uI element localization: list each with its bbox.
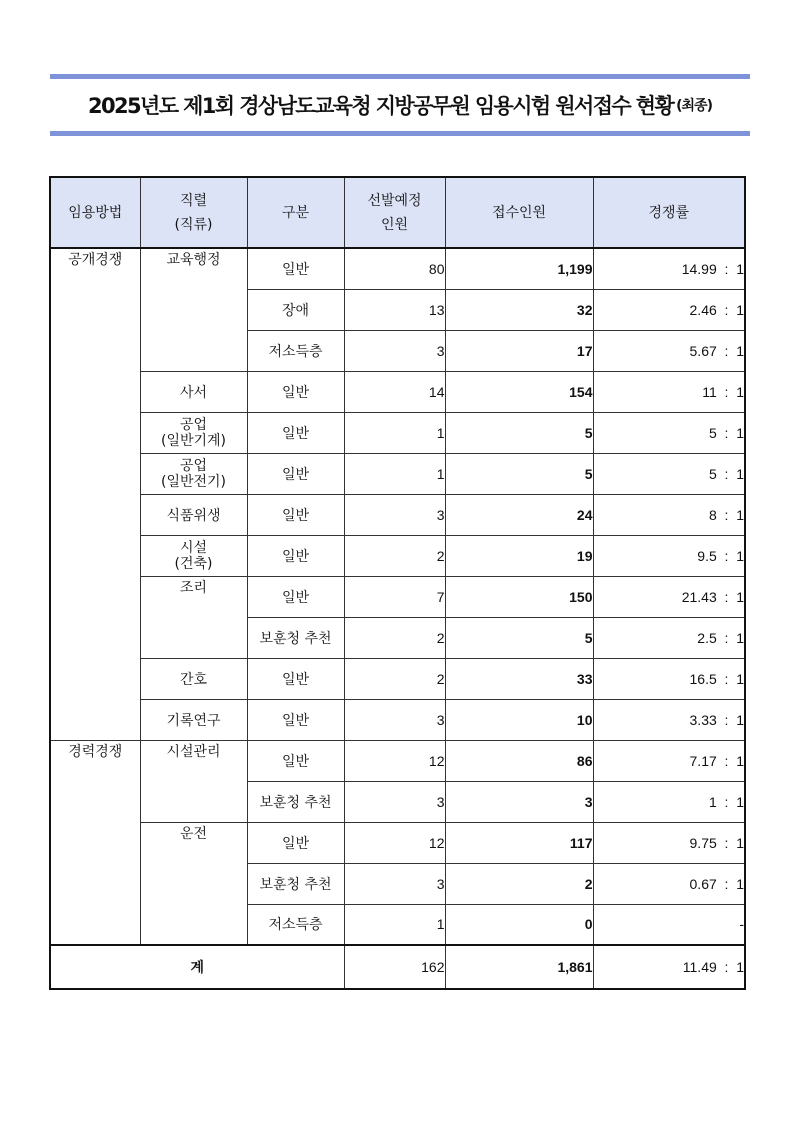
table-row — [50, 535, 745, 576]
ratio-cell: 5 : 1 — [593, 412, 745, 453]
planned-cell: 12 — [344, 822, 445, 863]
page-title-suffix: (최종) — [676, 98, 713, 114]
header-ratio: 경쟁률 — [593, 177, 745, 248]
applicants-cell: 1,199 — [445, 248, 593, 289]
applications-table — [49, 176, 746, 990]
ratio-cell: 11 : 1 — [593, 371, 745, 412]
applicants-cell: 150 — [445, 576, 593, 617]
planned-cell: 1 — [344, 453, 445, 494]
applicants-cell: 0 — [445, 904, 593, 945]
planned-cell: 2 — [344, 535, 445, 576]
category-cell: 장애 — [247, 289, 344, 330]
applicants-cell: 3 — [445, 781, 593, 822]
ratio-cell: 2.5 : 1 — [593, 617, 745, 658]
job-facility-mgmt: 시설관리 — [140, 740, 247, 822]
applicants-cell: 154 — [445, 371, 593, 412]
total-planned: 162 — [344, 945, 445, 989]
ratio-cell: 7.17 : 1 — [593, 740, 745, 781]
job-facility-arch — [140, 535, 247, 576]
applicants-cell: 5 — [445, 453, 593, 494]
header-method: 임용방법 — [50, 177, 140, 248]
applicants-cell: 86 — [445, 740, 593, 781]
planned-cell: 1 — [344, 412, 445, 453]
job-industry-mech-line1: 공업 — [179, 416, 208, 433]
category-cell: 저소득층 — [247, 904, 344, 945]
job-librarian: 사서 — [140, 371, 247, 412]
category-cell: 일반 — [247, 248, 344, 289]
planned-cell: 2 — [344, 658, 445, 699]
job-edu-admin: 교육행정 — [140, 248, 247, 371]
table-row — [50, 453, 745, 494]
category-cell: 보훈청 추천 — [247, 617, 344, 658]
job-facility-arch-line2: (건축) — [174, 555, 213, 572]
category-cell: 보훈청 추천 — [247, 863, 344, 904]
ratio-cell: 14.99 : 1 — [593, 248, 745, 289]
job-industry-elec — [140, 453, 247, 494]
planned-cell: 12 — [344, 740, 445, 781]
header-planned-line2: 인원 — [380, 216, 409, 233]
page-title — [50, 79, 750, 131]
applicants-cell: 117 — [445, 822, 593, 863]
total-ratio: 11.49 : 1 — [593, 945, 745, 989]
job-cooking: 조리 — [140, 576, 247, 658]
table-header-row — [50, 177, 745, 248]
category-cell: 일반 — [247, 740, 344, 781]
header-job-line2: (직류) — [174, 216, 213, 233]
planned-cell: 13 — [344, 289, 445, 330]
job-industry-mech-line2: (일반기계) — [160, 432, 227, 449]
job-industry-mech — [140, 412, 247, 453]
header-planned-line1: 선발예정 — [367, 192, 422, 209]
planned-cell: 3 — [344, 330, 445, 371]
header-planned — [344, 177, 445, 248]
ratio-cell: 9.5 : 1 — [593, 535, 745, 576]
category-cell: 일반 — [247, 822, 344, 863]
planned-cell: 80 — [344, 248, 445, 289]
table-row — [50, 248, 745, 289]
planned-cell: 3 — [344, 863, 445, 904]
category-cell: 일반 — [247, 453, 344, 494]
table-row — [50, 699, 745, 740]
category-cell: 일반 — [247, 535, 344, 576]
applicants-cell: 33 — [445, 658, 593, 699]
category-cell: 일반 — [247, 412, 344, 453]
job-industry-elec-line2: (일반전기) — [160, 473, 227, 490]
header-category: 구분 — [247, 177, 344, 248]
planned-cell: 3 — [344, 699, 445, 740]
total-label: 계 — [50, 945, 344, 989]
ratio-cell: 9.75 : 1 — [593, 822, 745, 863]
applicants-cell: 32 — [445, 289, 593, 330]
ratio-cell: 5.67 : 1 — [593, 330, 745, 371]
total-row — [50, 945, 745, 989]
category-cell: 일반 — [247, 494, 344, 535]
ratio-cell: 2.46 : 1 — [593, 289, 745, 330]
category-cell: 일반 — [247, 576, 344, 617]
page-title-main: 2025년도 제1회 경상남도교육청 지방공무원 임용시험 원서접수 현황 — [87, 94, 674, 118]
job-food-hygiene: 식품위생 — [140, 494, 247, 535]
job-facility-arch-line1: 시설 — [179, 539, 208, 556]
planned-cell: 2 — [344, 617, 445, 658]
ratio-cell: 1 : 1 — [593, 781, 745, 822]
applicants-cell: 24 — [445, 494, 593, 535]
job-driving: 운전 — [140, 822, 247, 945]
category-cell: 일반 — [247, 699, 344, 740]
applicants-cell: 5 — [445, 617, 593, 658]
table-row — [50, 371, 745, 412]
applicants-cell: 10 — [445, 699, 593, 740]
category-cell: 일반 — [247, 371, 344, 412]
table-row — [50, 494, 745, 535]
category-cell: 일반 — [247, 658, 344, 699]
method-career: 경력경쟁 — [50, 740, 140, 945]
applicants-cell: 19 — [445, 535, 593, 576]
ratio-cell: - — [593, 904, 745, 945]
table-row — [50, 740, 745, 781]
method-open: 공개경쟁 — [50, 248, 140, 740]
applicants-cell: 5 — [445, 412, 593, 453]
planned-cell: 1 — [344, 904, 445, 945]
category-cell: 보훈청 추천 — [247, 781, 344, 822]
job-nursing: 간호 — [140, 658, 247, 699]
planned-cell: 14 — [344, 371, 445, 412]
ratio-cell: 16.5 : 1 — [593, 658, 745, 699]
header-job-line1: 직렬 — [179, 192, 208, 209]
ratio-cell: 3.33 : 1 — [593, 699, 745, 740]
title-rule-bottom — [50, 131, 750, 136]
table-row — [50, 822, 745, 863]
ratio-cell: 5 : 1 — [593, 453, 745, 494]
applicants-cell: 17 — [445, 330, 593, 371]
planned-cell: 3 — [344, 781, 445, 822]
ratio-cell: 21.43 : 1 — [593, 576, 745, 617]
total-applicants: 1,861 — [445, 945, 593, 989]
table-row — [50, 576, 745, 617]
category-cell: 저소득층 — [247, 330, 344, 371]
header-applicants: 접수인원 — [445, 177, 593, 248]
title-block — [50, 74, 750, 136]
ratio-cell: 0.67 : 1 — [593, 863, 745, 904]
applicants-cell: 2 — [445, 863, 593, 904]
job-records: 기록연구 — [140, 699, 247, 740]
planned-cell: 7 — [344, 576, 445, 617]
table-row — [50, 658, 745, 699]
table-row — [50, 412, 745, 453]
ratio-cell: 8 : 1 — [593, 494, 745, 535]
planned-cell: 3 — [344, 494, 445, 535]
header-job — [140, 177, 247, 248]
job-industry-elec-line1: 공업 — [179, 457, 208, 474]
